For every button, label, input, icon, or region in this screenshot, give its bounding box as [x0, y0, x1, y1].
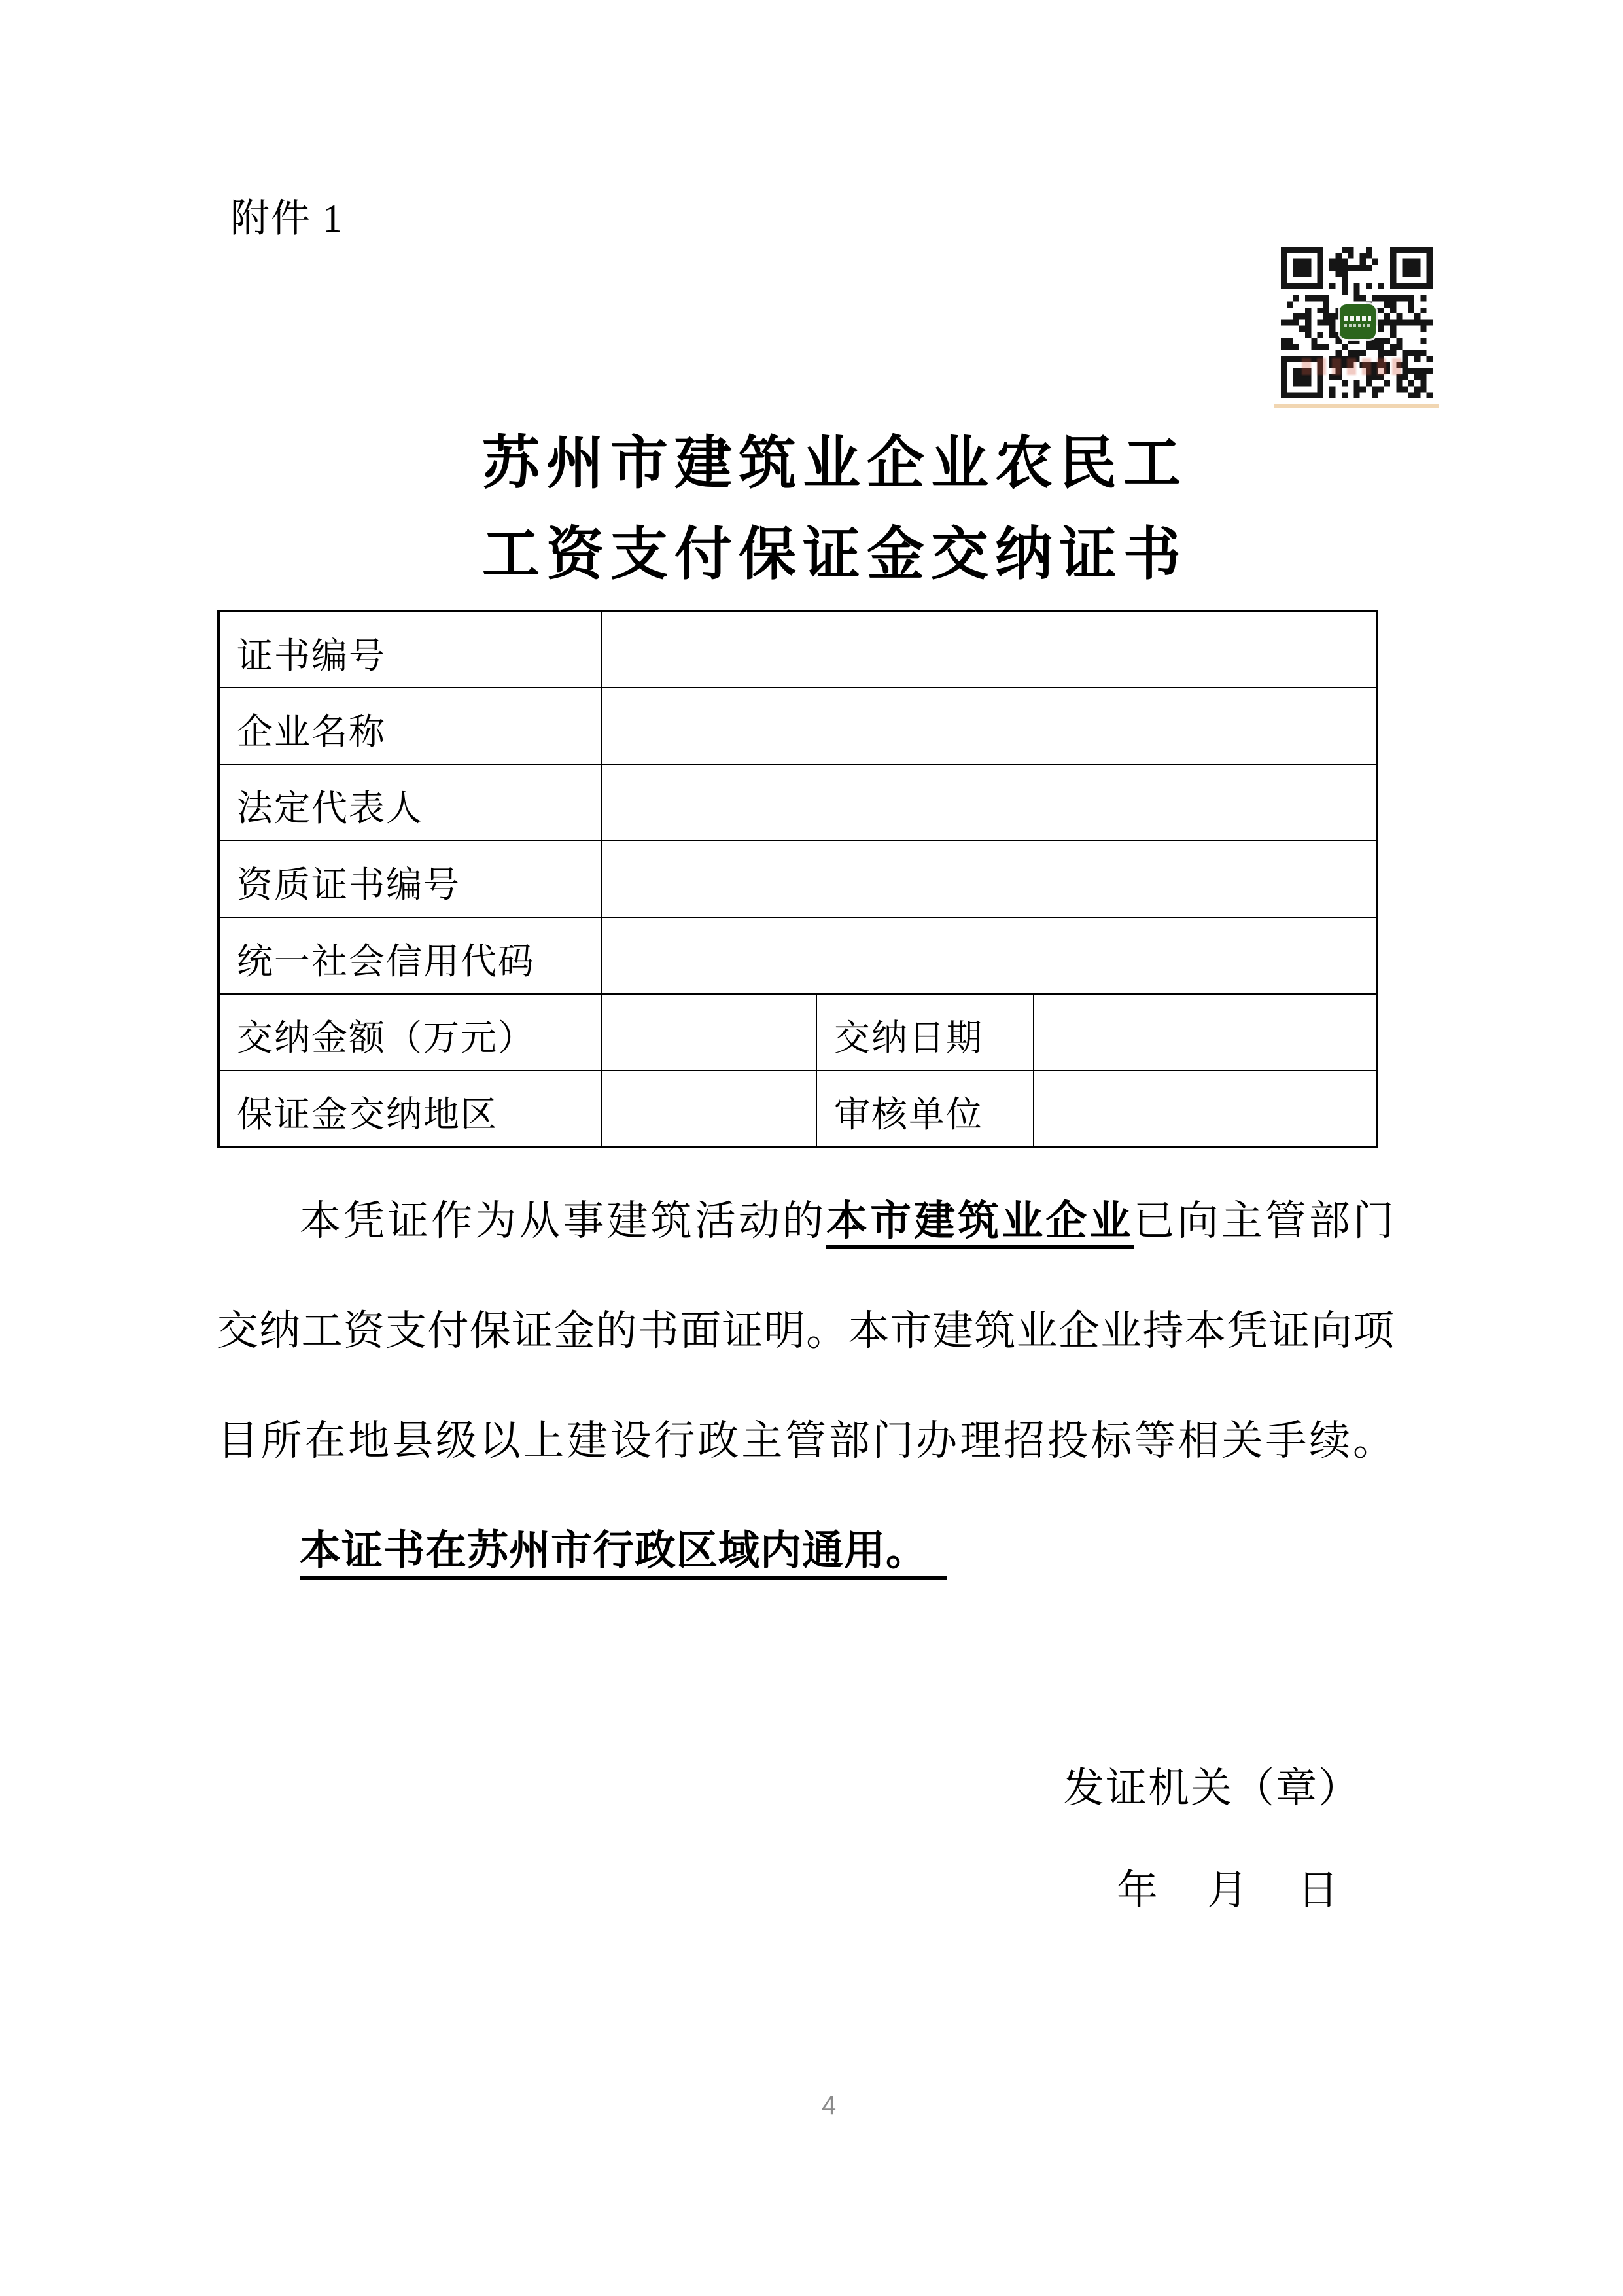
- body-text: [217, 1166, 1395, 1606]
- cell-value: [1034, 1070, 1377, 1147]
- qr-logo-text-marks: [1344, 316, 1371, 321]
- document-title: [217, 419, 1452, 601]
- table-row: [218, 688, 1377, 764]
- title-line-1: 苏州市建筑业企业农民工: [481, 433, 1187, 496]
- cell-label: 法定代表人: [218, 764, 602, 841]
- scan-artifact-line: [1274, 404, 1439, 408]
- cell-label: 审核单位: [816, 1070, 1034, 1147]
- body-bold-underline-sentence: 本证书在苏州市行政区域内通用。: [300, 1528, 947, 1580]
- cell-label: 证书编号: [218, 611, 602, 688]
- cell-label: 企业名称: [218, 688, 602, 764]
- body-paragraph-2: [217, 1496, 1395, 1606]
- cell-label: 交纳日期: [816, 994, 1034, 1070]
- table-row: [218, 917, 1377, 994]
- body-text-segment: 已向主管部门: [1133, 1198, 1395, 1244]
- table-row: [218, 994, 1377, 1070]
- cell-label: 资质证书编号: [218, 841, 602, 917]
- qr-logo-icon: [1340, 304, 1376, 339]
- cell-label: 统一社会信用代码: [218, 917, 602, 994]
- cell-label: 保证金交纳地区: [218, 1070, 602, 1147]
- title-line-2: 工资支付保证金交纳证书: [481, 523, 1187, 587]
- certificate-table: [217, 610, 1378, 1148]
- cell-value: [1034, 994, 1377, 1070]
- page-number: 4: [822, 2091, 837, 2120]
- cell-value: [602, 1070, 816, 1147]
- table-row: [218, 611, 1377, 688]
- cell-value: [602, 611, 1377, 688]
- body-paragraph-line: 目所在地县级以上建设行政主管部门办理招投标等相关手续。: [217, 1418, 1395, 1464]
- body-paragraph-line: 交纳工资支付保证金的书面证明。本市建筑业企业持本凭证向项: [217, 1308, 1395, 1354]
- date-placeholder-label: 年 月 日: [1117, 1867, 1342, 1913]
- table-row: [218, 841, 1377, 917]
- body-text-bold-underline-segment: 本市建筑业企业: [826, 1198, 1134, 1249]
- table-row: [218, 764, 1377, 841]
- cell-value: [602, 841, 1377, 917]
- issuing-authority-label: 发证机关（章）: [1063, 1765, 1361, 1811]
- qr-logo-text-marks: [1344, 324, 1371, 327]
- table-row: [218, 1070, 1377, 1147]
- attachment-label: 附件 1: [230, 197, 343, 240]
- cell-label: 交纳金额（万元）: [218, 994, 602, 1070]
- cell-value: [602, 688, 1377, 764]
- cell-value: [602, 994, 816, 1070]
- cell-value: [602, 917, 1377, 994]
- cell-value: [602, 764, 1377, 841]
- qr-code: [1281, 247, 1433, 398]
- body-paragraph-line: [217, 1166, 1395, 1276]
- body-text-segment: 本凭证作为从事建筑活动的: [300, 1198, 826, 1244]
